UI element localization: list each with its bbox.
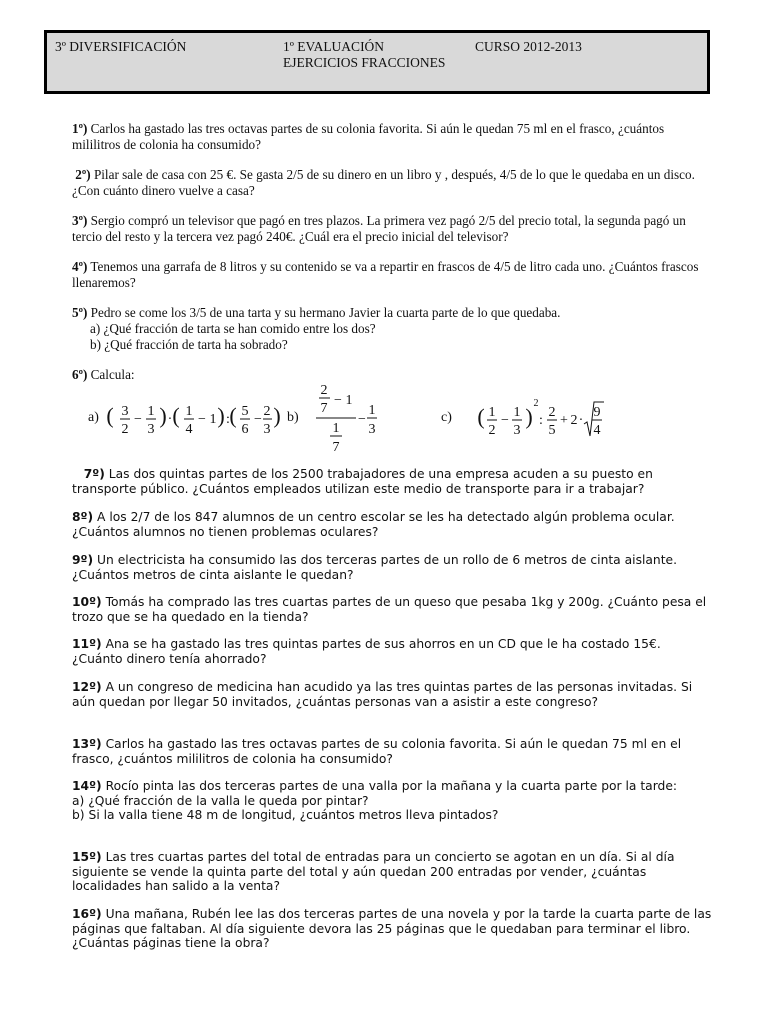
svg-text:5: 5 (548, 423, 556, 438)
exercise-number: 12º) (72, 680, 102, 694)
exercise-10 (72, 595, 712, 624)
exercise-9 (72, 553, 712, 582)
list-item: a) ¿Qué fracción de la valla le queda por pintar? (72, 793, 369, 808)
svg-text:(: ( (106, 403, 114, 428)
svg-text:−: − (134, 412, 142, 427)
exercise-15 (72, 850, 712, 894)
svg-text:2: 2 (548, 405, 556, 420)
svg-text:): ) (525, 404, 533, 429)
svg-text:1: 1 (488, 405, 496, 420)
expression-a-end (263, 395, 289, 441)
exercise-text: Las tres cuartas partes del total de entradas para un concierto se agotan en un día. Si al día siguiente se vende la quinta parte del total y aún quedan 200 entradas por vender, ¿cuántas localidades han salido a la venta? (72, 850, 675, 893)
part-a-label: a) (88, 410, 99, 425)
svg-text:(: ( (477, 404, 485, 429)
svg-text:1: 1 (185, 404, 193, 419)
exercise-3 (72, 213, 712, 245)
exercise-number: 5º) (72, 305, 88, 320)
svg-text:6: 6 (241, 422, 249, 437)
exercise-number: 4º) (72, 259, 88, 274)
exercise-4 (72, 259, 712, 291)
document-header (44, 30, 710, 94)
exercise-number: 8º) (72, 510, 94, 524)
exercise-text: Carlos ha gastado las tres octavas partes de su colonia favorita. Si aún le quedan 75 ml en el frasco, ¿cuántos mililitros de colonia ha consumido? (72, 121, 665, 152)
svg-text:2: 2 (320, 383, 328, 398)
svg-text:): ) (217, 403, 225, 428)
school-year: CURSO 2012-2013 (475, 39, 582, 54)
exercise-number: 6º) (72, 367, 88, 382)
exercise-number: 10º) (72, 595, 102, 609)
expression-c (476, 388, 606, 444)
svg-text:5: 5 (241, 404, 249, 419)
exercise-text: Un electricista ha consumido las dos terceras partes de un rollo de 6 metros de cinta aislante. ¿Cuántos metros de cinta aislante le quedan? (72, 553, 678, 582)
exercise-number: 15º) (72, 850, 102, 864)
svg-text:−: − (198, 412, 206, 427)
exercise-5 (72, 305, 712, 353)
exercise-1 (72, 121, 712, 153)
exercise-number: 9º) (72, 553, 94, 567)
exercise-number: 13º) (72, 737, 102, 751)
svg-text:): ) (273, 403, 281, 428)
exercise-text: A los 2/7 de los 847 alumnos de un centro escolar se les ha detectado algún problema ocular. ¿Cuántos alumnos no tienen problemas oculares? (72, 510, 675, 539)
svg-text:3: 3 (147, 422, 155, 437)
exercise-number: 2º) (75, 167, 91, 182)
svg-text:3: 3 (121, 404, 129, 419)
svg-text:1: 1 (332, 421, 340, 436)
svg-text:−: − (254, 412, 262, 427)
exercise-number: 11º) (72, 637, 102, 651)
svg-text:7: 7 (320, 401, 328, 416)
svg-text:3: 3 (263, 422, 271, 437)
exercise-11 (72, 637, 712, 666)
exercise-2 (72, 167, 712, 199)
svg-text:(: ( (172, 403, 180, 428)
exercise-text: Las dos quintas partes de los 2500 trabajadores de una empresa acuden a su puesto en transporte público. ¿Cuántos empleados utilizan este medio de transporte para ir a trabajar? (72, 467, 653, 496)
svg-text:2: 2 (488, 423, 496, 438)
part-b-label: b) (287, 410, 299, 425)
exercise-text: Carlos ha gastado las tres octavas partes de su colonia favorita. Si aún le quedan 75 ml en el frasco, ¿cuántos mililitros de colonia ha consumido? (72, 737, 682, 766)
exercise-text: Pilar sale de casa con 25 €. Se gasta 2/5 de su dinero en un libro y , después, 4/5 de lo que le quedaba en un disco. ¿Con cuánto dinero vuelve a casa? (72, 167, 695, 198)
exercise-text: Rocío pinta las dos terceras partes de una valla por la mañana y la cuarta parte por la tarde: (101, 779, 678, 793)
svg-text:(: ( (229, 403, 237, 428)
exercise-13 (72, 737, 712, 766)
svg-text::: : (226, 412, 230, 427)
exercise-number: 1º) (72, 121, 88, 136)
svg-text:−: − (358, 412, 366, 427)
part-c-label: c) (441, 410, 452, 425)
exercise-text: Sergio compró un televisor que pagó en tres plazos. La primera vez pagó 2/5 del precio total, la segunda pagó un tercio del resto y la tercera vez pagó 240€. ¿Cuál era el precio inicial del televisor? (72, 213, 686, 244)
exercise-number: 16º) (72, 907, 102, 921)
exercise-text: Tomás ha comprado las tres cuartas partes de un queso que pesaba 1kg y 200g. ¿Cuánto pesa el trozo que se ha quedado en la tienda? (72, 595, 707, 624)
svg-text:2: 2 (263, 404, 271, 419)
svg-text:7: 7 (332, 440, 340, 455)
svg-text:2: 2 (121, 422, 129, 437)
list-item: b) Si la valla tiene 48 m de longitud, ¿cuántos metros lleva pintados? (72, 808, 499, 822)
exercise-text: Calcula: (87, 367, 135, 382)
svg-text:·: · (167, 412, 173, 427)
expression-b (314, 380, 384, 455)
exercise-text: Tenemos una garrafa de 8 litros y su contenido se va a repartir en frascos de 4/5 de litro cada uno. ¿Cuántos frascos llenaremos? (72, 259, 699, 290)
exercise-text: Ana se ha gastado las tres quintas partes de sus ahorros en un CD que le ha costado 15€. ¿Cuánto dinero tenía ahorrado? (72, 637, 661, 666)
svg-text:1: 1 (513, 405, 521, 420)
svg-text:4: 4 (593, 423, 601, 438)
exercise-number: 3º) (72, 213, 88, 228)
exercise-text: Pedro se come los 3/5 de una tarta y su hermano Javier la cuarta parte de lo que quedaba. (87, 305, 561, 320)
svg-text:4: 4 (185, 422, 193, 437)
svg-text:9: 9 (593, 405, 601, 420)
exercise-text: Una mañana, Rubén lee las dos terceras partes de una novela y por la tarde la cuarta parte de las páginas que faltaban. Al día siguiente devora las 25 páginas que le quedaban para terminar el libro. ¿Cuántas páginas tiene la obra? (72, 907, 712, 950)
svg-text:1: 1 (147, 404, 155, 419)
expression-a (105, 395, 265, 441)
svg-text:−: − (501, 413, 509, 428)
svg-text:·: · (578, 413, 584, 428)
list-item: b) ¿Qué fracción de tarta ha sobrado? (90, 337, 288, 352)
svg-text:+: + (560, 413, 568, 428)
svg-text:3: 3 (513, 423, 521, 438)
evaluation-label: 1º EVALUACIÓN (283, 39, 385, 54)
course-group: 3º DIVERSIFICACIÓN (55, 39, 187, 54)
exercise-8 (72, 510, 712, 539)
exercise-number: 7º) (83, 467, 105, 481)
exercise-6 (72, 367, 712, 383)
svg-text::: : (539, 413, 543, 428)
svg-text:): ) (159, 403, 167, 428)
svg-text:1: 1 (368, 403, 376, 418)
exercise-7 (72, 467, 712, 496)
exercise-number: 14º) (72, 779, 102, 793)
document-subtitle: EJERCICIOS FRACCIONES (283, 55, 446, 70)
exercise-14 (72, 779, 712, 823)
exercise-12 (72, 680, 712, 709)
exercise-text: A un congreso de medicina han acudido ya las tres quintas partes de las personas invitadas. Si aún quedan por llegar 50 invitados, ¿cuántas personas van a asistir a este congreso? (72, 680, 693, 709)
svg-text:1: 1 (345, 393, 353, 408)
svg-text:−: − (334, 393, 342, 408)
list-item: a) ¿Qué fracción de tarta se han comido entre los dos? (90, 321, 376, 336)
svg-text:3: 3 (368, 422, 376, 437)
svg-text:2: 2 (533, 398, 539, 409)
svg-text:2: 2 (570, 413, 578, 428)
svg-text:1: 1 (209, 412, 217, 427)
exercise-16 (72, 907, 712, 951)
